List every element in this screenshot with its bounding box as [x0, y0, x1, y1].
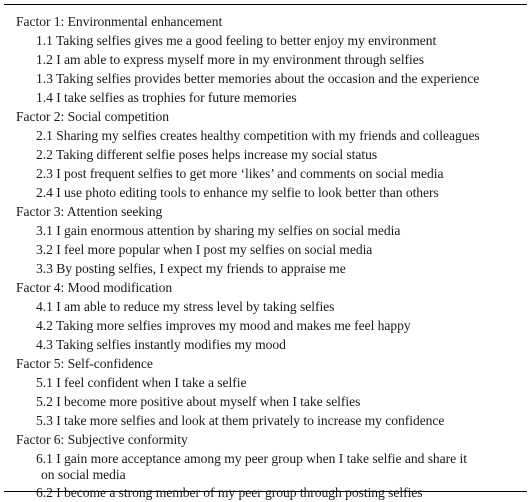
- factor-heading: Factor 3: Attention seeking: [16, 204, 163, 219]
- factor-item: 6.1 I gain more acceptance among my peer group when I take selfie and share it: [36, 451, 467, 466]
- factor-heading: Factor 2: Social competition: [16, 109, 170, 124]
- factor-item: 4.3 Taking selfies instantly modifies my mood: [36, 337, 286, 352]
- factor-item: 3.1 I gain enormous attention by sharing my selfies on social media: [36, 223, 401, 238]
- factor-item: 4.2 Taking more selfies improves my mood and makes me feel happy: [36, 318, 411, 333]
- factor-item: 1.2 I am able to express myself more in my environment through selfies: [36, 52, 424, 67]
- factor-item: 2.3 I post frequent selfies to get more ‘likes’ and comments on social media: [36, 166, 444, 181]
- factor-item: 5.1 I feel confident when I take a selfie: [36, 375, 247, 390]
- factor-item: 4.1 I am able to reduce my stress level by taking selfies: [36, 299, 335, 314]
- factor-item: 5.2 I become more positive about myself when I take selfies: [36, 394, 361, 409]
- factor-heading: Factor 5: Self-confidence: [16, 356, 153, 371]
- factor-heading: Factor 6: Subjective conformity: [16, 432, 188, 447]
- factor-item: 1.4 I take selfies as trophies for future memories: [36, 90, 297, 105]
- factor-item-continuation: on social media: [41, 467, 126, 482]
- factor-item: 3.3 By posting selfies, I expect my friends to appraise me: [36, 261, 346, 276]
- factor-item: 2.1 Sharing my selfies creates healthy competition with my friends and colleagues: [36, 128, 480, 143]
- factor-item: 1.1 Taking selfies gives me a good feeling to better enjoy my environment: [36, 33, 437, 48]
- factor-item: 5.3 I take more selfies and look at them privately to increase my confidence: [36, 413, 445, 428]
- factor-heading: Factor 4: Mood modification: [16, 280, 173, 295]
- factor-item: 3.2 I feel more popular when I post my selfies on social media: [36, 242, 373, 257]
- factor-item: 2.4 I use photo editing tools to enhance my selfie to look better than others: [36, 185, 439, 200]
- factor-item: 6.2 I become a strong member of my peer group through posting selfies: [36, 485, 423, 500]
- factor-item: 2.2 Taking different selfie poses helps increase my social status: [36, 147, 378, 162]
- factor-item: 1.3 Taking selfies provides better memories about the occasion and the experience: [36, 71, 480, 86]
- factor-heading: Factor 1: Environmental enhancement: [16, 14, 223, 29]
